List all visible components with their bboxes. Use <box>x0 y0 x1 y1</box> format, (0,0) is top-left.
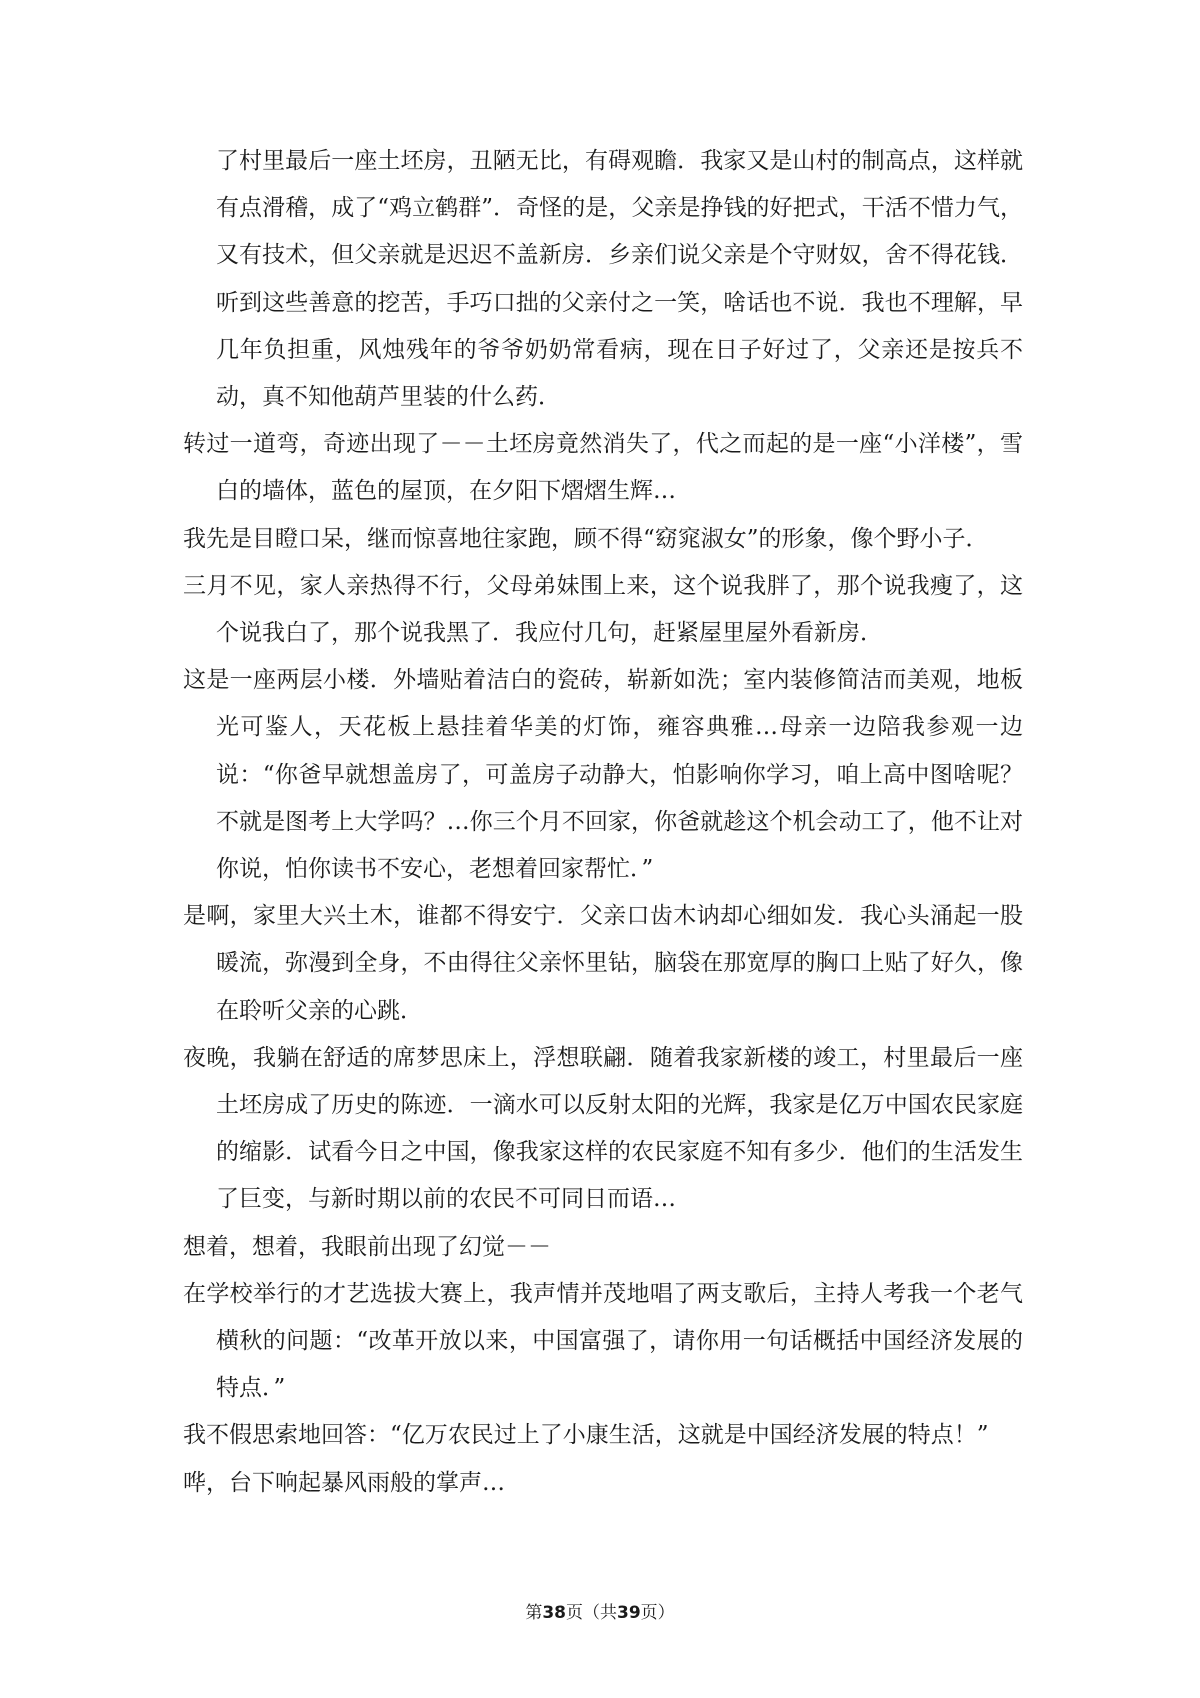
footer-middle: 页（共 <box>566 1603 617 1623</box>
paragraph: 了村里最后一座土坯房，丑陋无比，有碍观瞻．我家又是山村的制高点，这样就有点滑稽，成了“鸡立鹤群”．奇怪的是，父亲是挣钱的好把式，干活不惜力气，又有技术，但父亲就是迟迟不盖新房．乡亲们说父亲是个守财奴，舍不得花钱．听到这些善意的挖苦，手巧口拙的父亲付之一笑，啥话也不说．我也不理解，早几年负担重，风烛残年的爷爷奶奶常看病，现在日子好过了，父亲还是按兵不动，真不知他葫芦里装的什么药． <box>216 148 1023 411</box>
paragraph: 我不假思索地回答：“亿万农民过上了小康生活，这就是中国经济发展的特点！” <box>183 1422 989 1449</box>
paragraph: 哗，台下响起暴风雨般的掌声… <box>183 1469 505 1496</box>
paragraph: 我先是目瞪口呆，继而惊喜地往家跑，顾不得“窈窕淑女”的形象，像个野小子． <box>183 525 989 552</box>
paragraph: 在学校举行的才艺选拔大赛上，我声情并茂地唱了两支歌后，主持人考我一个老气横秋的问题：“改革开放以来，中国富强了，请你用一句话概括中国经济发展的特点．” <box>183 1280 1023 1402</box>
paragraph: 想着，想着，我眼前出现了幻觉－－ <box>183 1233 551 1260</box>
paragraph: 夜晚，我躺在舒适的席梦思床上，浮想联翩．随着我家新楼的竣工，村里最后一座土坯房成了历史的陈迹．一滴水可以反射太阳的光辉，我家是亿万中国农民家庭的缩影．试看今日之中国，像我家这样的农民家庭不知有多少．他们的生活发生了巨变，与新时期以前的农民不可同日而语… <box>183 1044 1023 1213</box>
document-body <box>183 138 1023 1507</box>
page-footer <box>0 1598 1200 1623</box>
paragraph: 这是一座两层小楼．外墙贴着洁白的瓷砖，崭新如洗；室内装修简洁而美观，地板光可鉴人，天花板上悬挂着华美的灯饰，雍容典雅…母亲一边陪我参观一边说：“你爸早就想盖房了，可盖房子动静大，怕影响你学习，咱上高中图啥呢？不就是图考上大学吗？…你三个月不回家，你爸就趁这个机会动工了，他不让对你说，怕你读书不安心，老想着回家帮忙．” <box>183 667 1023 883</box>
footer-prefix: 第 <box>525 1603 543 1623</box>
paragraph: 是啊，家里大兴土木，谁都不得安宁．父亲口齿木讷却心细如发．我心头涌起一股暖流，弥漫到全身，不由得往父亲怀里钻，脑袋在那宽厚的胸口上贴了好久，像在聆听父亲的心跳． <box>183 903 1023 1024</box>
paragraph: 三月不见，家人亲热得不行，父母弟妹围上来，这个说我胖了，那个说我瘦了，这个说我白了，那个说我黑了．我应付几句，赶紧屋里屋外看新房． <box>183 572 1023 647</box>
paragraph: 转过一道弯，奇迹出现了－－土坯房竟然消失了，代之而起的是一座“小洋楼”，雪白的墙体，蓝色的屋顶，在夕阳下熠熠生辉… <box>183 431 1023 505</box>
total-page-number: 39 <box>617 1603 641 1623</box>
footer-suffix: 页） <box>640 1603 675 1623</box>
current-page-number: 38 <box>542 1603 566 1623</box>
